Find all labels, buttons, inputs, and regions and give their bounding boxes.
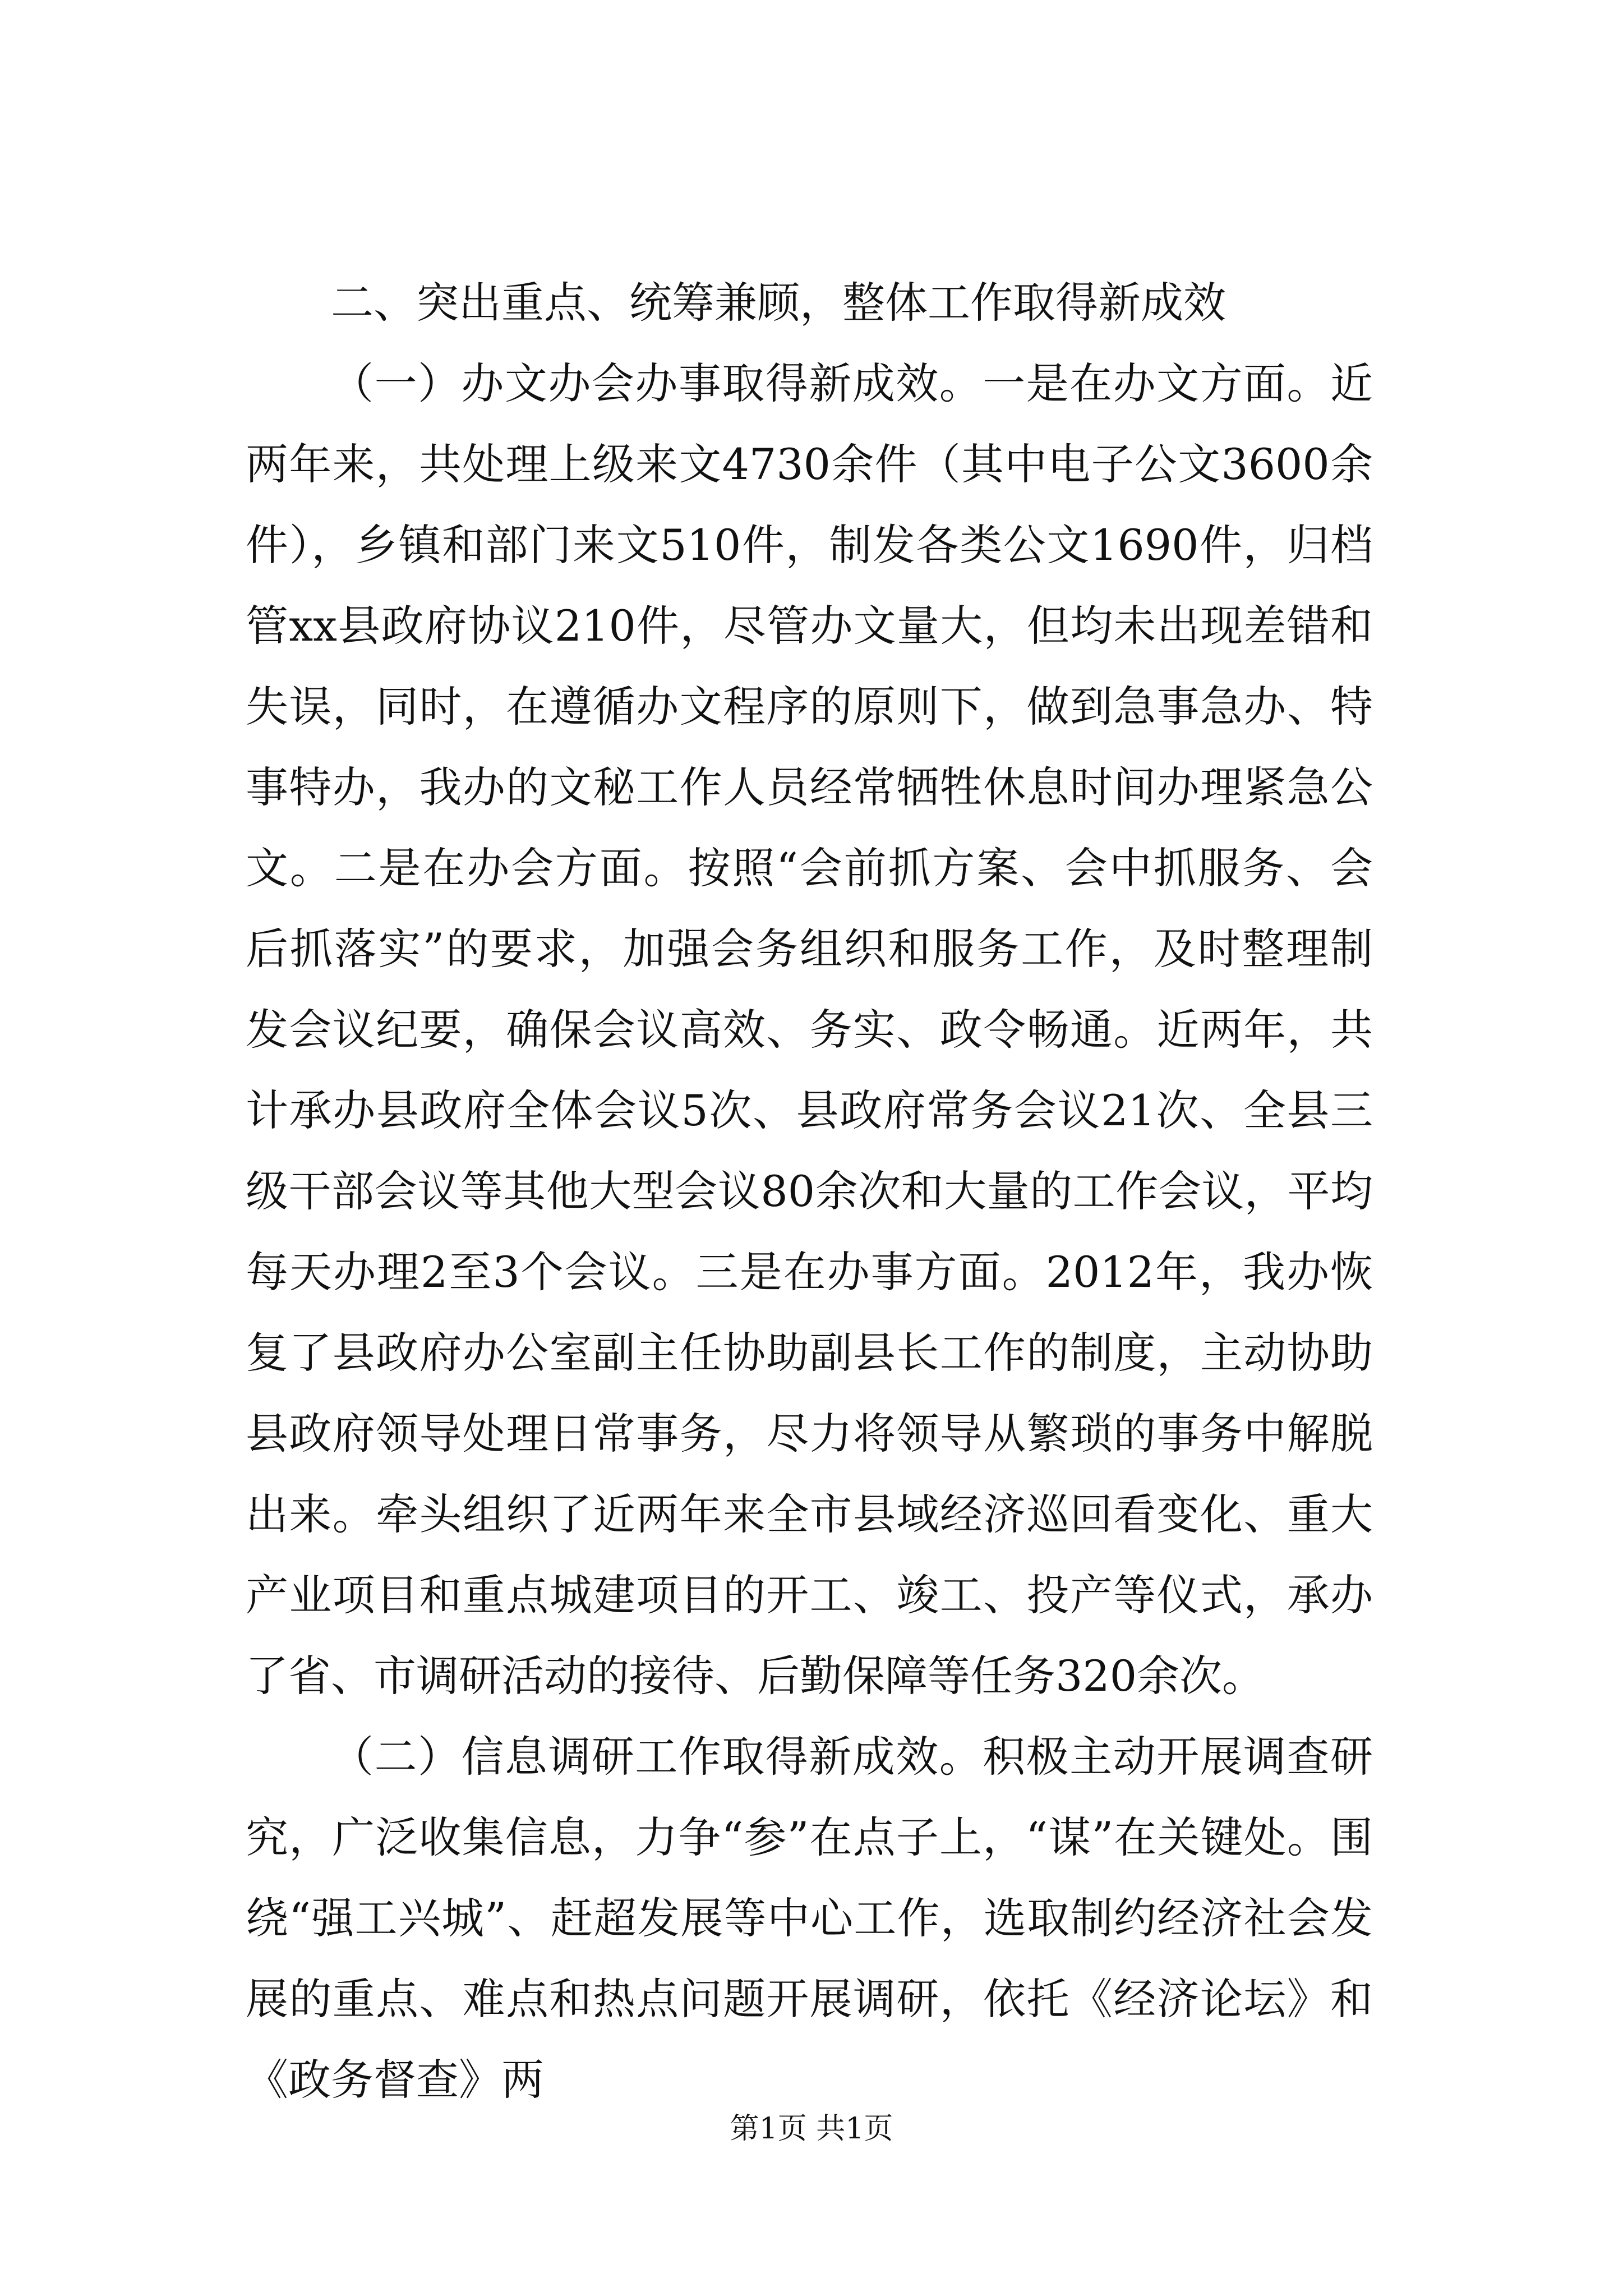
page-footer: 第1页 共1页	[730, 2112, 893, 2146]
paragraph-research-work: （二）信息调研工作取得新成效。积极主动开展调查研究，广泛收集信息，力争“参”在点子上，“谋”在关键处。围绕“强工兴城”、赶超发展等中心工作，选取制约经济社会发展的重点、难点和热点问题开展调研，依托《经济论坛》和《政务督查》两	[246, 1732, 1373, 2105]
section-heading: 二、突出重点、统筹兼顾，整体工作取得新成效	[331, 278, 1226, 328]
document-body	[246, 263, 1373, 2120]
paragraph-office-work: （一）办文办会办事取得新成效。一是在办文方面。近两年来，共处理上级来文4730余件（其中电子公文3600余件），乡镇和部门来文510件，制发各类公文1690件，归档管xx县政府协议210件，尽管办文量大，但均未出现差错和失误，同时，在遵循办文程序的原则下，做到急事急办、特事特办，我办的文秘工作人员经常牺牲休息时间办理紧急公文。二是在办会方面。按照“会前抓方案、会中抓服务、会后抓落实”的要求，加强会务组织和服务工作，及时整理制发会议纪要，确保会议高效、务实、政令畅通。近两年，共计承办县政府全体会议5次、县政府常务会议21次、全县三级干部会议等其他大型会议80余次和大量的工作会议，平均每天办理2至3个会议。三是在办事方面。2012年，我办恢复了县政府办公室副主任协助副县长工作的制度，主动协助县政府领导处理日常事务，尽力将领导从繁琐的事务中解脱出来。牵头组织了近两年来全市县域经济巡回看变化、重大产业项目和重点城建项目的开工、竣工、投产等仪式，承办了省、市调研活动的接待、后勤保障等任务320余次。	[246, 358, 1373, 1701]
